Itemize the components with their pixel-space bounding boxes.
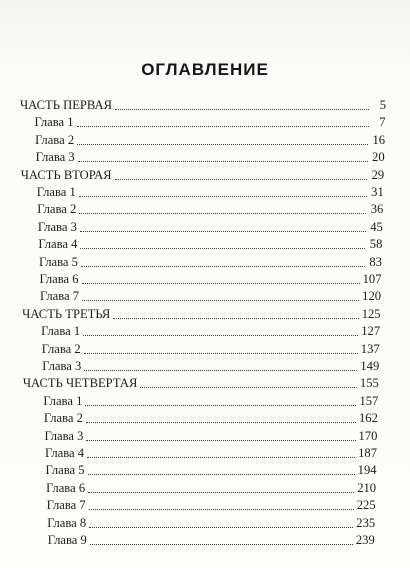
toc-chapter-row bbox=[36, 148, 385, 166]
chapter-title: Глава 9 bbox=[47, 533, 87, 547]
page-number: 107 bbox=[362, 272, 382, 286]
toc-chapter-row bbox=[38, 235, 382, 253]
toc-chapter-row bbox=[38, 218, 383, 236]
dot-leader bbox=[81, 266, 365, 267]
page-number: 235 bbox=[356, 515, 376, 530]
chapter-title: Глава 6 bbox=[46, 480, 86, 495]
part-title: ЧАСТЬ ЧЕТВЕРТАЯ bbox=[22, 376, 138, 391]
chapter-title: Глава 6 bbox=[39, 272, 79, 286]
dot-leader bbox=[85, 405, 356, 406]
chapter-title: Глава 1 bbox=[36, 185, 76, 199]
page-title: ОГЛАВЛЕНИЕ bbox=[141, 60, 269, 79]
dot-leader bbox=[82, 283, 360, 284]
toc-chapter-row bbox=[45, 444, 377, 462]
dot-leader bbox=[89, 527, 353, 528]
page-number: 162 bbox=[359, 411, 378, 426]
toc-chapter-row bbox=[41, 322, 380, 340]
page-number: 239 bbox=[355, 533, 375, 547]
page-number: 45 bbox=[370, 219, 383, 234]
toc-chapter-row bbox=[47, 514, 375, 532]
dot-leader bbox=[115, 179, 368, 180]
chapter-title: Глава 5 bbox=[38, 254, 78, 269]
page-number: 187 bbox=[358, 446, 377, 460]
chapter-title: Глава 2 bbox=[43, 411, 83, 426]
page-number: 7 bbox=[379, 115, 386, 130]
page-number: 120 bbox=[362, 289, 382, 304]
dot-leader bbox=[77, 126, 369, 127]
page-number: 149 bbox=[360, 359, 380, 373]
dot-leader bbox=[79, 196, 367, 197]
toc-chapter-row bbox=[48, 531, 375, 549]
page-number: 36 bbox=[370, 202, 384, 217]
chapter-title: Глава 3 bbox=[42, 359, 82, 373]
toc-chapter-row bbox=[44, 427, 377, 445]
toc-chapter-row bbox=[39, 253, 382, 271]
dot-leader bbox=[86, 440, 355, 441]
page-number: 225 bbox=[356, 498, 376, 513]
dot-leader bbox=[89, 509, 354, 510]
toc-part-row bbox=[20, 96, 386, 114]
toc-chapter-row bbox=[37, 183, 384, 201]
page-number: 157 bbox=[359, 393, 379, 408]
toc-chapter-row bbox=[44, 409, 378, 427]
dot-leader bbox=[80, 231, 366, 232]
page-number: 127 bbox=[361, 324, 381, 339]
dot-leader bbox=[86, 422, 356, 423]
page-number: 155 bbox=[359, 376, 379, 391]
toc-chapter-row bbox=[46, 479, 376, 497]
toc-chapter-row bbox=[40, 270, 382, 288]
dot-leader bbox=[82, 300, 359, 301]
dot-leader bbox=[83, 335, 358, 336]
toc-chapter-row bbox=[43, 392, 378, 410]
toc-chapter-row bbox=[42, 357, 379, 375]
page-number: 83 bbox=[369, 254, 382, 269]
toc-part-row bbox=[22, 305, 380, 323]
page-number: 29 bbox=[371, 167, 385, 182]
part-title: ЧАСТЬ ТРЕТЬЯ bbox=[22, 306, 111, 321]
chapter-title: Глава 3 bbox=[35, 150, 75, 165]
toc-chapter-row bbox=[35, 131, 385, 149]
chapter-title: Глава 1 bbox=[34, 115, 74, 130]
page-number: 31 bbox=[371, 185, 384, 199]
page-number: 170 bbox=[358, 428, 378, 443]
toc-chapter-row bbox=[46, 461, 377, 479]
chapter-title: Глава 4 bbox=[45, 446, 85, 460]
chapter-title: Глава 1 bbox=[41, 324, 81, 339]
page-number: 58 bbox=[369, 237, 383, 252]
dot-leader bbox=[88, 492, 354, 493]
toc-chapter-row bbox=[47, 496, 376, 514]
toc-part-row bbox=[23, 374, 379, 392]
page-number: 125 bbox=[361, 306, 381, 321]
chapter-title: Глава 2 bbox=[41, 341, 81, 356]
chapter-title: Глава 2 bbox=[37, 202, 77, 217]
page-number: 5 bbox=[379, 98, 386, 112]
dot-leader bbox=[79, 213, 366, 214]
chapter-title: Глава 3 bbox=[44, 428, 84, 443]
table-of-contents bbox=[0, 96, 410, 556]
dot-leader bbox=[90, 544, 353, 545]
toc-part-row bbox=[21, 166, 384, 184]
part-title: ЧАСТЬ ВТОРАЯ bbox=[20, 167, 112, 182]
chapter-title: Глава 5 bbox=[45, 463, 85, 478]
chapter-title: Глава 4 bbox=[38, 237, 78, 252]
toc-chapter-row bbox=[40, 287, 381, 305]
chapter-title: Глава 7 bbox=[46, 498, 86, 513]
dot-leader bbox=[113, 318, 358, 319]
dot-leader bbox=[140, 387, 357, 388]
dot-leader bbox=[115, 109, 369, 110]
chapter-title: Глава 2 bbox=[35, 132, 75, 147]
dot-leader bbox=[80, 248, 365, 249]
page-number: 194 bbox=[357, 463, 377, 478]
toc-chapter-row bbox=[37, 200, 383, 218]
dot-leader bbox=[87, 457, 355, 458]
toc-chapter-row bbox=[42, 340, 380, 358]
chapter-title: Глава 7 bbox=[40, 289, 80, 304]
dot-leader bbox=[77, 144, 368, 145]
dot-leader bbox=[84, 370, 357, 371]
dot-leader bbox=[84, 353, 358, 354]
dot-leader bbox=[78, 161, 368, 162]
chapter-title: Глава 1 bbox=[43, 393, 83, 408]
page-number: 210 bbox=[357, 480, 377, 495]
chapter-title: Глава 8 bbox=[47, 515, 87, 530]
toc-chapter-row bbox=[35, 113, 386, 131]
dot-leader bbox=[88, 474, 355, 475]
chapter-title: Глава 3 bbox=[37, 219, 77, 234]
page-number: 137 bbox=[360, 341, 380, 356]
page-number: 20 bbox=[372, 150, 385, 165]
part-title: ЧАСТЬ ПЕРВАЯ bbox=[20, 98, 113, 112]
page-number: 16 bbox=[372, 132, 386, 147]
